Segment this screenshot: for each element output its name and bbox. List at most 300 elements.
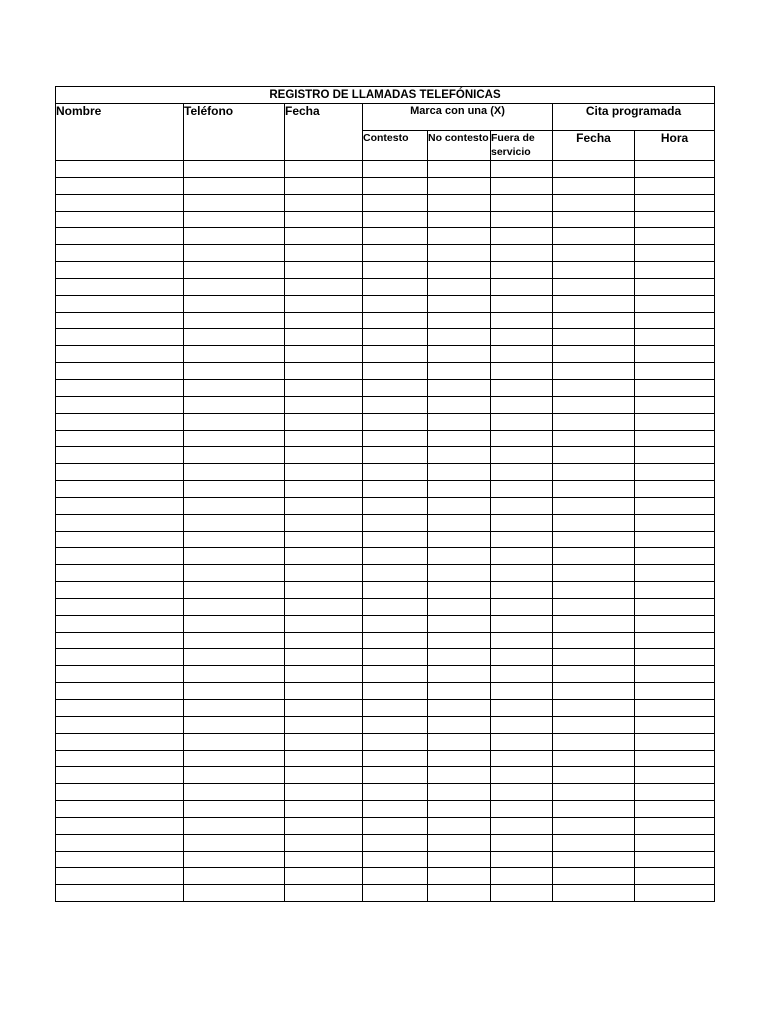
cell-telefono[interactable]: [184, 514, 285, 531]
cell-contesto[interactable]: [363, 700, 428, 717]
cell-fuera-de-servicio[interactable]: [491, 396, 553, 413]
cell-fecha[interactable]: [285, 683, 363, 700]
cell-fuera-de-servicio[interactable]: [491, 750, 553, 767]
cell-contesto[interactable]: [363, 834, 428, 851]
cell-fecha[interactable]: [285, 329, 363, 346]
cell-fecha[interactable]: [285, 750, 363, 767]
cell-fuera-de-servicio[interactable]: [491, 278, 553, 295]
cell-cita-hora[interactable]: [635, 278, 715, 295]
cell-no-contesto[interactable]: [428, 346, 491, 363]
cell-cita-hora[interactable]: [635, 565, 715, 582]
cell-no-contesto[interactable]: [428, 632, 491, 649]
cell-fecha[interactable]: [285, 582, 363, 599]
cell-fuera-de-servicio[interactable]: [491, 514, 553, 531]
cell-telefono[interactable]: [184, 598, 285, 615]
cell-cita-hora[interactable]: [635, 817, 715, 834]
cell-cita-hora[interactable]: [635, 531, 715, 548]
cell-cita-fecha[interactable]: [553, 329, 635, 346]
cell-cita-fecha[interactable]: [553, 278, 635, 295]
cell-fuera-de-servicio[interactable]: [491, 211, 553, 228]
cell-cita-fecha[interactable]: [553, 262, 635, 279]
cell-telefono[interactable]: [184, 700, 285, 717]
cell-nombre[interactable]: [56, 834, 184, 851]
cell-fuera-de-servicio[interactable]: [491, 868, 553, 885]
cell-fecha[interactable]: [285, 447, 363, 464]
cell-no-contesto[interactable]: [428, 733, 491, 750]
cell-cita-fecha[interactable]: [553, 497, 635, 514]
cell-fuera-de-servicio[interactable]: [491, 834, 553, 851]
cell-cita-hora[interactable]: [635, 582, 715, 599]
cell-contesto[interactable]: [363, 245, 428, 262]
cell-no-contesto[interactable]: [428, 177, 491, 194]
cell-cita-hora[interactable]: [635, 413, 715, 430]
cell-fecha[interactable]: [285, 177, 363, 194]
cell-contesto[interactable]: [363, 211, 428, 228]
cell-cita-fecha[interactable]: [553, 346, 635, 363]
cell-contesto[interactable]: [363, 632, 428, 649]
cell-fecha[interactable]: [285, 396, 363, 413]
cell-telefono[interactable]: [184, 632, 285, 649]
cell-contesto[interactable]: [363, 733, 428, 750]
cell-fecha[interactable]: [285, 278, 363, 295]
cell-cita-hora[interactable]: [635, 497, 715, 514]
cell-cita-fecha[interactable]: [553, 514, 635, 531]
cell-contesto[interactable]: [363, 817, 428, 834]
cell-cita-fecha[interactable]: [553, 817, 635, 834]
cell-cita-hora[interactable]: [635, 666, 715, 683]
cell-cita-hora[interactable]: [635, 211, 715, 228]
cell-contesto[interactable]: [363, 683, 428, 700]
cell-nombre[interactable]: [56, 801, 184, 818]
cell-fecha[interactable]: [285, 868, 363, 885]
cell-no-contesto[interactable]: [428, 447, 491, 464]
cell-telefono[interactable]: [184, 329, 285, 346]
cell-fuera-de-servicio[interactable]: [491, 497, 553, 514]
cell-no-contesto[interactable]: [428, 784, 491, 801]
cell-cita-fecha[interactable]: [553, 177, 635, 194]
cell-fecha[interactable]: [285, 346, 363, 363]
cell-telefono[interactable]: [184, 548, 285, 565]
cell-contesto[interactable]: [363, 531, 428, 548]
cell-fuera-de-servicio[interactable]: [491, 245, 553, 262]
cell-contesto[interactable]: [363, 481, 428, 498]
cell-fecha[interactable]: [285, 615, 363, 632]
cell-contesto[interactable]: [363, 716, 428, 733]
cell-fuera-de-servicio[interactable]: [491, 262, 553, 279]
cell-fecha[interactable]: [285, 228, 363, 245]
cell-cita-fecha[interactable]: [553, 767, 635, 784]
cell-cita-hora[interactable]: [635, 346, 715, 363]
cell-no-contesto[interactable]: [428, 817, 491, 834]
cell-contesto[interactable]: [363, 784, 428, 801]
cell-telefono[interactable]: [184, 531, 285, 548]
cell-cita-hora[interactable]: [635, 885, 715, 902]
cell-fuera-de-servicio[interactable]: [491, 767, 553, 784]
cell-telefono[interactable]: [184, 851, 285, 868]
cell-cita-hora[interactable]: [635, 868, 715, 885]
cell-fecha[interactable]: [285, 548, 363, 565]
cell-fuera-de-servicio[interactable]: [491, 851, 553, 868]
cell-telefono[interactable]: [184, 565, 285, 582]
cell-fuera-de-servicio[interactable]: [491, 700, 553, 717]
cell-telefono[interactable]: [184, 716, 285, 733]
cell-telefono[interactable]: [184, 363, 285, 380]
cell-contesto[interactable]: [363, 649, 428, 666]
cell-cita-fecha[interactable]: [553, 481, 635, 498]
cell-no-contesto[interactable]: [428, 531, 491, 548]
cell-fecha[interactable]: [285, 514, 363, 531]
cell-cita-fecha[interactable]: [553, 379, 635, 396]
cell-cita-fecha[interactable]: [553, 834, 635, 851]
cell-fecha[interactable]: [285, 598, 363, 615]
cell-contesto[interactable]: [363, 750, 428, 767]
cell-cita-hora[interactable]: [635, 161, 715, 178]
cell-fecha[interactable]: [285, 481, 363, 498]
cell-fuera-de-servicio[interactable]: [491, 716, 553, 733]
cell-fecha[interactable]: [285, 885, 363, 902]
cell-fuera-de-servicio[interactable]: [491, 329, 553, 346]
cell-contesto[interactable]: [363, 514, 428, 531]
cell-cita-fecha[interactable]: [553, 700, 635, 717]
cell-contesto[interactable]: [363, 851, 428, 868]
cell-no-contesto[interactable]: [428, 262, 491, 279]
cell-contesto[interactable]: [363, 161, 428, 178]
cell-fecha[interactable]: [285, 295, 363, 312]
cell-nombre[interactable]: [56, 666, 184, 683]
cell-fecha[interactable]: [285, 784, 363, 801]
cell-fecha[interactable]: [285, 531, 363, 548]
cell-contesto[interactable]: [363, 548, 428, 565]
cell-no-contesto[interactable]: [428, 245, 491, 262]
cell-cita-fecha[interactable]: [553, 211, 635, 228]
cell-cita-fecha[interactable]: [553, 194, 635, 211]
cell-nombre[interactable]: [56, 683, 184, 700]
cell-nombre[interactable]: [56, 582, 184, 599]
cell-nombre[interactable]: [56, 497, 184, 514]
cell-no-contesto[interactable]: [428, 851, 491, 868]
cell-fecha[interactable]: [285, 194, 363, 211]
cell-nombre[interactable]: [56, 278, 184, 295]
cell-telefono[interactable]: [184, 245, 285, 262]
cell-nombre[interactable]: [56, 262, 184, 279]
cell-fuera-de-servicio[interactable]: [491, 666, 553, 683]
cell-contesto[interactable]: [363, 430, 428, 447]
cell-cita-fecha[interactable]: [553, 565, 635, 582]
cell-cita-fecha[interactable]: [553, 683, 635, 700]
cell-fecha[interactable]: [285, 817, 363, 834]
cell-no-contesto[interactable]: [428, 548, 491, 565]
cell-cita-hora[interactable]: [635, 767, 715, 784]
cell-telefono[interactable]: [184, 161, 285, 178]
cell-nombre[interactable]: [56, 784, 184, 801]
cell-cita-fecha[interactable]: [553, 312, 635, 329]
cell-no-contesto[interactable]: [428, 396, 491, 413]
cell-no-contesto[interactable]: [428, 413, 491, 430]
cell-fuera-de-servicio[interactable]: [491, 295, 553, 312]
cell-nombre[interactable]: [56, 312, 184, 329]
cell-fuera-de-servicio[interactable]: [491, 801, 553, 818]
cell-nombre[interactable]: [56, 161, 184, 178]
cell-no-contesto[interactable]: [428, 868, 491, 885]
cell-telefono[interactable]: [184, 211, 285, 228]
cell-nombre[interactable]: [56, 767, 184, 784]
cell-contesto[interactable]: [363, 363, 428, 380]
cell-telefono[interactable]: [184, 346, 285, 363]
cell-fecha[interactable]: [285, 565, 363, 582]
cell-no-contesto[interactable]: [428, 194, 491, 211]
cell-telefono[interactable]: [184, 817, 285, 834]
cell-telefono[interactable]: [184, 649, 285, 666]
cell-telefono[interactable]: [184, 733, 285, 750]
cell-fuera-de-servicio[interactable]: [491, 413, 553, 430]
cell-cita-fecha[interactable]: [553, 733, 635, 750]
cell-fuera-de-servicio[interactable]: [491, 784, 553, 801]
cell-fecha[interactable]: [285, 413, 363, 430]
cell-telefono[interactable]: [184, 413, 285, 430]
cell-fuera-de-servicio[interactable]: [491, 312, 553, 329]
cell-telefono[interactable]: [184, 295, 285, 312]
cell-cita-hora[interactable]: [635, 716, 715, 733]
cell-nombre[interactable]: [56, 531, 184, 548]
cell-fecha[interactable]: [285, 379, 363, 396]
cell-no-contesto[interactable]: [428, 363, 491, 380]
cell-no-contesto[interactable]: [428, 312, 491, 329]
cell-cita-hora[interactable]: [635, 683, 715, 700]
cell-contesto[interactable]: [363, 885, 428, 902]
cell-telefono[interactable]: [184, 194, 285, 211]
cell-fecha[interactable]: [285, 649, 363, 666]
cell-cita-fecha[interactable]: [553, 851, 635, 868]
cell-cita-fecha[interactable]: [553, 295, 635, 312]
cell-nombre[interactable]: [56, 817, 184, 834]
cell-cita-hora[interactable]: [635, 548, 715, 565]
cell-cita-hora[interactable]: [635, 177, 715, 194]
cell-nombre[interactable]: [56, 700, 184, 717]
cell-telefono[interactable]: [184, 228, 285, 245]
cell-no-contesto[interactable]: [428, 228, 491, 245]
cell-cita-fecha[interactable]: [553, 716, 635, 733]
cell-nombre[interactable]: [56, 750, 184, 767]
cell-no-contesto[interactable]: [428, 161, 491, 178]
cell-nombre[interactable]: [56, 514, 184, 531]
cell-no-contesto[interactable]: [428, 885, 491, 902]
cell-nombre[interactable]: [56, 211, 184, 228]
cell-contesto[interactable]: [363, 329, 428, 346]
cell-cita-hora[interactable]: [635, 834, 715, 851]
cell-contesto[interactable]: [363, 413, 428, 430]
cell-nombre[interactable]: [56, 177, 184, 194]
cell-nombre[interactable]: [56, 548, 184, 565]
cell-fecha[interactable]: [285, 497, 363, 514]
cell-fecha[interactable]: [285, 716, 363, 733]
cell-telefono[interactable]: [184, 666, 285, 683]
cell-fuera-de-servicio[interactable]: [491, 598, 553, 615]
cell-telefono[interactable]: [184, 481, 285, 498]
cell-contesto[interactable]: [363, 262, 428, 279]
cell-fuera-de-servicio[interactable]: [491, 464, 553, 481]
cell-fuera-de-servicio[interactable]: [491, 346, 553, 363]
cell-cita-hora[interactable]: [635, 615, 715, 632]
cell-cita-hora[interactable]: [635, 700, 715, 717]
cell-cita-hora[interactable]: [635, 784, 715, 801]
cell-fuera-de-servicio[interactable]: [491, 885, 553, 902]
cell-cita-hora[interactable]: [635, 733, 715, 750]
cell-fecha[interactable]: [285, 312, 363, 329]
cell-fuera-de-servicio[interactable]: [491, 565, 553, 582]
cell-cita-hora[interactable]: [635, 312, 715, 329]
cell-fecha[interactable]: [285, 430, 363, 447]
cell-no-contesto[interactable]: [428, 666, 491, 683]
cell-contesto[interactable]: [363, 396, 428, 413]
cell-fuera-de-servicio[interactable]: [491, 649, 553, 666]
cell-cita-hora[interactable]: [635, 379, 715, 396]
cell-nombre[interactable]: [56, 413, 184, 430]
cell-telefono[interactable]: [184, 767, 285, 784]
cell-cita-hora[interactable]: [635, 262, 715, 279]
cell-contesto[interactable]: [363, 278, 428, 295]
cell-cita-hora[interactable]: [635, 447, 715, 464]
cell-nombre[interactable]: [56, 598, 184, 615]
cell-no-contesto[interactable]: [428, 767, 491, 784]
cell-contesto[interactable]: [363, 379, 428, 396]
cell-cita-hora[interactable]: [635, 632, 715, 649]
cell-nombre[interactable]: [56, 851, 184, 868]
cell-no-contesto[interactable]: [428, 379, 491, 396]
cell-telefono[interactable]: [184, 430, 285, 447]
cell-contesto[interactable]: [363, 447, 428, 464]
cell-telefono[interactable]: [184, 379, 285, 396]
cell-nombre[interactable]: [56, 885, 184, 902]
cell-cita-hora[interactable]: [635, 514, 715, 531]
cell-cita-fecha[interactable]: [553, 750, 635, 767]
cell-telefono[interactable]: [184, 750, 285, 767]
cell-cita-hora[interactable]: [635, 750, 715, 767]
cell-fuera-de-servicio[interactable]: [491, 733, 553, 750]
cell-fuera-de-servicio[interactable]: [491, 363, 553, 380]
cell-cita-hora[interactable]: [635, 430, 715, 447]
cell-telefono[interactable]: [184, 396, 285, 413]
cell-fecha[interactable]: [285, 666, 363, 683]
cell-cita-hora[interactable]: [635, 464, 715, 481]
cell-fuera-de-servicio[interactable]: [491, 161, 553, 178]
cell-nombre[interactable]: [56, 228, 184, 245]
cell-cita-fecha[interactable]: [553, 531, 635, 548]
cell-fuera-de-servicio[interactable]: [491, 582, 553, 599]
cell-no-contesto[interactable]: [428, 514, 491, 531]
cell-contesto[interactable]: [363, 868, 428, 885]
cell-telefono[interactable]: [184, 801, 285, 818]
cell-contesto[interactable]: [363, 767, 428, 784]
cell-cita-fecha[interactable]: [553, 868, 635, 885]
cell-fecha[interactable]: [285, 767, 363, 784]
cell-telefono[interactable]: [184, 177, 285, 194]
cell-cita-fecha[interactable]: [553, 413, 635, 430]
cell-no-contesto[interactable]: [428, 211, 491, 228]
cell-fecha[interactable]: [285, 161, 363, 178]
cell-fuera-de-servicio[interactable]: [491, 447, 553, 464]
cell-cita-fecha[interactable]: [553, 245, 635, 262]
cell-cita-fecha[interactable]: [553, 396, 635, 413]
cell-no-contesto[interactable]: [428, 801, 491, 818]
cell-nombre[interactable]: [56, 245, 184, 262]
cell-fecha[interactable]: [285, 245, 363, 262]
cell-cita-fecha[interactable]: [553, 228, 635, 245]
cell-cita-hora[interactable]: [635, 649, 715, 666]
cell-cita-hora[interactable]: [635, 481, 715, 498]
cell-contesto[interactable]: [363, 801, 428, 818]
cell-cita-fecha[interactable]: [553, 430, 635, 447]
cell-telefono[interactable]: [184, 464, 285, 481]
cell-no-contesto[interactable]: [428, 295, 491, 312]
cell-no-contesto[interactable]: [428, 464, 491, 481]
cell-no-contesto[interactable]: [428, 834, 491, 851]
cell-contesto[interactable]: [363, 295, 428, 312]
cell-cita-fecha[interactable]: [553, 784, 635, 801]
cell-nombre[interactable]: [56, 363, 184, 380]
cell-no-contesto[interactable]: [428, 582, 491, 599]
cell-no-contesto[interactable]: [428, 615, 491, 632]
cell-no-contesto[interactable]: [428, 649, 491, 666]
cell-contesto[interactable]: [363, 312, 428, 329]
cell-cita-hora[interactable]: [635, 194, 715, 211]
cell-cita-hora[interactable]: [635, 598, 715, 615]
cell-nombre[interactable]: [56, 295, 184, 312]
cell-cita-fecha[interactable]: [553, 548, 635, 565]
cell-cita-fecha[interactable]: [553, 885, 635, 902]
cell-fecha[interactable]: [285, 851, 363, 868]
cell-cita-fecha[interactable]: [553, 666, 635, 683]
cell-nombre[interactable]: [56, 565, 184, 582]
cell-nombre[interactable]: [56, 716, 184, 733]
cell-cita-hora[interactable]: [635, 363, 715, 380]
cell-fecha[interactable]: [285, 733, 363, 750]
cell-nombre[interactable]: [56, 194, 184, 211]
cell-cita-hora[interactable]: [635, 228, 715, 245]
cell-fuera-de-servicio[interactable]: [491, 194, 553, 211]
cell-telefono[interactable]: [184, 683, 285, 700]
cell-nombre[interactable]: [56, 379, 184, 396]
cell-no-contesto[interactable]: [428, 497, 491, 514]
cell-cita-hora[interactable]: [635, 295, 715, 312]
cell-fuera-de-servicio[interactable]: [491, 228, 553, 245]
cell-cita-fecha[interactable]: [553, 615, 635, 632]
cell-fecha[interactable]: [285, 801, 363, 818]
cell-telefono[interactable]: [184, 784, 285, 801]
cell-contesto[interactable]: [363, 666, 428, 683]
cell-fuera-de-servicio[interactable]: [491, 481, 553, 498]
cell-nombre[interactable]: [56, 430, 184, 447]
cell-no-contesto[interactable]: [428, 430, 491, 447]
cell-telefono[interactable]: [184, 262, 285, 279]
cell-fuera-de-servicio[interactable]: [491, 817, 553, 834]
cell-contesto[interactable]: [363, 228, 428, 245]
cell-fuera-de-servicio[interactable]: [491, 548, 553, 565]
cell-telefono[interactable]: [184, 497, 285, 514]
cell-fecha[interactable]: [285, 464, 363, 481]
cell-no-contesto[interactable]: [428, 716, 491, 733]
cell-nombre[interactable]: [56, 481, 184, 498]
cell-telefono[interactable]: [184, 885, 285, 902]
cell-nombre[interactable]: [56, 396, 184, 413]
cell-contesto[interactable]: [363, 565, 428, 582]
cell-no-contesto[interactable]: [428, 700, 491, 717]
cell-cita-hora[interactable]: [635, 245, 715, 262]
cell-telefono[interactable]: [184, 582, 285, 599]
cell-telefono[interactable]: [184, 834, 285, 851]
cell-nombre[interactable]: [56, 615, 184, 632]
cell-fecha[interactable]: [285, 834, 363, 851]
cell-nombre[interactable]: [56, 733, 184, 750]
